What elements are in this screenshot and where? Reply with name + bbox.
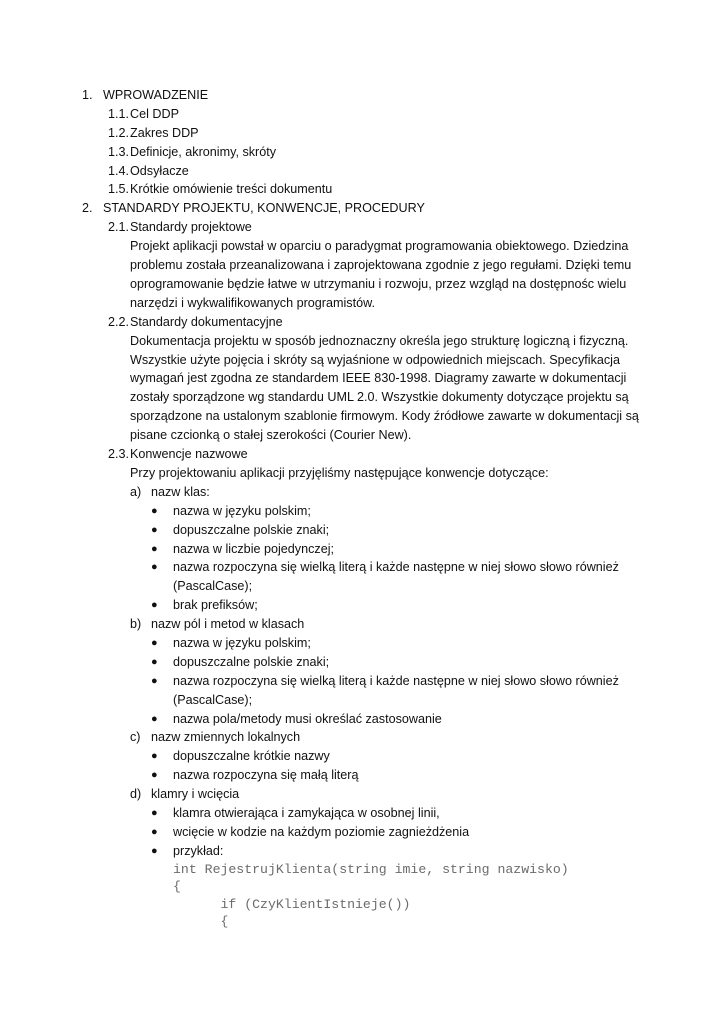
list-item-text: nazwa w języku polskim;	[173, 635, 311, 650]
convention-b	[0, 615, 725, 634]
list-item	[0, 823, 725, 842]
bullet-icon: ●	[151, 769, 158, 782]
list-item-text: (PascalCase);	[173, 692, 253, 707]
convention-title: klamry i wcięcia	[151, 787, 240, 802]
subsection-1-1	[0, 105, 725, 124]
convention-d	[0, 785, 725, 804]
paragraph-line: zostały sporządzone wg standardu UML 2.0. Wszystkie dokumenty dotyczące projektu są	[130, 390, 629, 405]
convention-c	[0, 728, 725, 747]
code-sample	[173, 861, 725, 931]
paragraph-line: sporządzone na ustalonym szablonie firmowym. Kody źródłowe zawarte w dokumentacji są	[130, 409, 639, 424]
bullet-icon: ●	[151, 712, 158, 725]
subsection-number: 2.1.	[108, 220, 130, 235]
list-item-text: nazwa w języku polskim;	[173, 503, 311, 518]
code-line: {	[173, 914, 229, 930]
paragraph-line: oprogramowanie będzie łatwe w utrzymaniu i rozwoju, przez wzgląd na dostępnośc wielu	[130, 276, 627, 291]
bullet-icon: ●	[151, 807, 158, 819]
subsection-1-5	[0, 180, 725, 199]
bullet-icon: ●	[151, 655, 158, 668]
list-item-continuation	[0, 577, 725, 596]
list-item	[0, 842, 725, 861]
paragraph-line: Dokumentacja projektu w sposób jednoznaczny określa jego strukturę logiczną i fizyczną.	[130, 333, 629, 348]
code-line: int RejestrujKlienta(string imie, string nazwisko)	[173, 861, 569, 877]
list-item-text: brak prefiksów;	[173, 598, 258, 613]
subsection-title: Konwencje nazwowe	[130, 447, 248, 462]
paragraph-line: wymagań jest zgodna ze standardem IEEE 830-1998. Diagramy zawarte w dokumentacji	[130, 371, 627, 386]
list-item-text: (PascalCase);	[173, 579, 253, 594]
subsection-number: 1.3.	[108, 144, 130, 159]
bullet-icon: ●	[151, 523, 158, 536]
list-item-text: nazwa rozpoczyna się małą literą	[173, 768, 359, 783]
bullet-icon: ●	[151, 561, 158, 574]
paragraph-documentation-standards	[130, 332, 639, 445]
subsection-title: Odsyłacze	[130, 163, 189, 178]
code-line: if (CzyKlientIstnieje())	[173, 896, 411, 912]
bullet-icon: ●	[151, 636, 158, 649]
convention-a	[0, 483, 725, 502]
bullet-icon: ●	[151, 825, 158, 838]
paragraph-line: pisane czcionką o stałej szerokości (Courier New).	[130, 428, 412, 443]
convention-title: nazw klas:	[151, 484, 210, 499]
convention-title: nazw pól i metod w klasach	[151, 617, 305, 632]
subsection-title: Standardy projektowe	[130, 220, 252, 235]
list-item	[0, 596, 725, 615]
list-item	[0, 558, 725, 577]
subsection-number: 2.2.	[108, 314, 130, 329]
paragraph-line: Wszystkie użyte pojęcia i skróty są wyjaśnione w odpowiednich miejscach. Specyfikacja	[130, 352, 620, 367]
list-item	[0, 653, 725, 672]
subsection-title: Krótkie omówienie treści dokumentu	[130, 182, 333, 197]
list-item	[0, 540, 725, 559]
list-item	[0, 804, 725, 823]
list-item-text: nazwa pola/metody musi określać zastosowanie	[173, 711, 442, 726]
subsection-title: Definicje, akronimy, skróty	[130, 144, 277, 159]
list-item	[0, 766, 725, 785]
list-item-text: dopuszczalne polskie znaki;	[173, 522, 330, 537]
subsection-number: 1.5.	[108, 182, 130, 197]
subsection-2-2	[0, 313, 725, 332]
subsection-number: 1.2.	[108, 125, 130, 140]
list-item	[0, 672, 725, 691]
section-title: WPROWADZENIE	[103, 88, 209, 102]
subsection-title: Cel DDP	[130, 106, 179, 121]
subsection-1-3	[0, 143, 725, 162]
list-marker: a)	[130, 484, 142, 499]
subsection-2-3	[0, 445, 725, 464]
paragraph-line: problemu została przeanalizowana i zaprojektowana zgodnie z jego regułami. Dzięki temu	[130, 258, 632, 273]
bullet-icon: ●	[151, 504, 158, 517]
list-item-text: nazwa rozpoczyna się wielką literą i każde następne w niej słowo słowo również	[173, 560, 619, 575]
subsection-1-2	[0, 124, 725, 143]
subsection-1-4	[0, 162, 725, 181]
section-2-heading	[0, 199, 725, 218]
list-item-text: przykład:	[173, 843, 224, 858]
bullet-icon: ●	[151, 750, 158, 763]
code-line: {	[173, 879, 181, 895]
list-marker: b)	[130, 617, 142, 632]
list-item-text: dopuszczalne polskie znaki;	[173, 654, 330, 669]
list-item	[0, 634, 725, 653]
list-item-text: klamra otwierająca i zamykająca w osobnej linii,	[173, 806, 440, 820]
subsection-title: Zakres DDP	[130, 125, 199, 140]
list-item	[0, 747, 725, 766]
paragraph-line: Projekt aplikacji powstał w oparciu o paradygmat programowania obiektowego. Dziedzina	[130, 239, 629, 254]
list-item-text: wcięcie w kodzie na każdym poziomie zagnieżdżenia	[173, 824, 470, 839]
bullet-icon: ●	[151, 542, 158, 555]
list-item-text: dopuszczalne krótkie nazwy	[173, 749, 330, 764]
subsection-2-1	[0, 218, 725, 237]
section-number: 2.	[82, 201, 93, 216]
convention-title: nazw zmiennych lokalnych	[151, 730, 301, 745]
section-number: 1.	[82, 88, 93, 102]
naming-intro	[0, 464, 725, 483]
section-1-heading	[0, 86, 725, 105]
paragraph-design-standards	[130, 237, 630, 313]
document-page	[0, 86, 725, 931]
bullet-icon: ●	[151, 599, 158, 612]
list-item	[0, 521, 725, 540]
list-item	[0, 710, 725, 729]
bullet-icon: ●	[151, 844, 158, 857]
list-marker: c)	[130, 730, 141, 745]
subsection-number: 2.3.	[108, 447, 130, 462]
section-title: STANDARDY PROJEKTU, KONWENCJE, PROCEDURY	[103, 201, 425, 216]
list-item-text: nazwa w liczbie pojedynczej;	[173, 541, 335, 556]
naming-intro-text: Przy projektowaniu aplikacji przyjęliśmy następujące konwencje dotyczące:	[130, 465, 549, 480]
list-item	[0, 502, 725, 521]
bullet-icon: ●	[151, 674, 158, 687]
subsection-title: Standardy dokumentacyjne	[130, 314, 283, 329]
subsection-number: 1.4.	[108, 163, 130, 178]
subsection-number: 1.1.	[108, 106, 130, 121]
list-item-text: nazwa rozpoczyna się wielką literą i każde następne w niej słowo słowo również	[173, 673, 619, 688]
list-item-continuation	[0, 691, 725, 710]
paragraph-line: narzędzi i wykwalifikowanych programistów.	[130, 295, 375, 310]
list-marker: d)	[130, 787, 142, 802]
